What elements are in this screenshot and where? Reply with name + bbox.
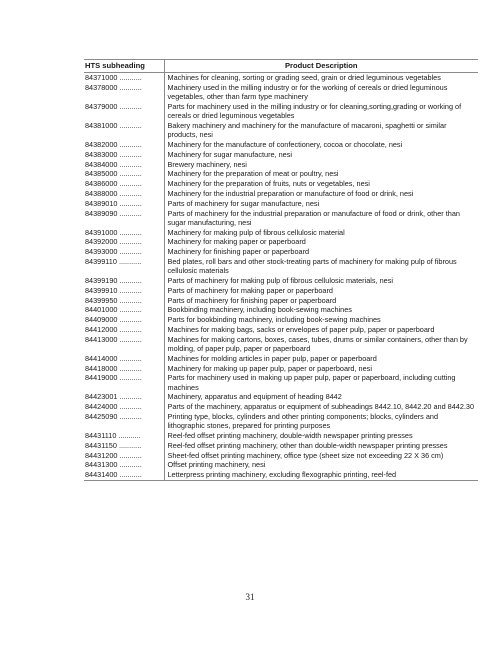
table-row	[84, 451, 478, 461]
hts-code-cell: 84392000 ...........	[85, 237, 142, 247]
hts-code-cell: 84382000 ...........	[85, 140, 142, 149]
product-description-cell: Machinery for making paper or paperboard	[164, 237, 478, 247]
hts-code-cell: 84379000 ...........	[85, 102, 142, 111]
hts-code-cell: 84418000 ...........	[85, 363, 142, 373]
hts-code-cell: 84386000 ...........	[85, 179, 142, 189]
hts-code-cell: 84381000 ...........	[85, 121, 142, 130]
product-description-cell: Machinery, apparatus and equipment of heading 8442	[164, 392, 478, 402]
page-number: 31	[245, 592, 255, 602]
product-description-cell: Machines for making bags, sacks or envelopes of paper pulp, paper or paperboard	[164, 325, 478, 335]
product-description-cell: Parts of machinery for the industrial preparation or manufacture of food or drink, other than sugar manufacturing, nesi	[164, 209, 478, 228]
product-description-cell: Parts of machinery for making paper or paperboard	[164, 286, 478, 296]
hts-code-cell: 84389010 ...........	[85, 198, 142, 208]
table-row	[84, 335, 478, 354]
product-description-cell: Parts of machinery for finishing paper or paperboard	[164, 296, 478, 306]
hts-code-cell: 84389090 ...........	[85, 208, 142, 218]
table-row	[84, 325, 478, 335]
product-description-cell: Offset printing machinery, nesi	[164, 460, 478, 470]
hts-code-cell: 84399110 ...........	[85, 256, 142, 266]
product-description-cell: Printing type, blocks, cylinders and other printing components; blocks, cylinders and lithographic stones, prepared for printing purposes	[164, 412, 478, 431]
hts-code-cell: 84371000 ...........	[85, 73, 142, 83]
hts-code-cell: 84413000 ...........	[85, 334, 142, 344]
table-row	[84, 102, 478, 121]
table-row	[84, 354, 478, 364]
table-row	[84, 257, 478, 276]
product-description-cell: Machines for cleaning, sorting or grading seed, grain or dried leguminous vegetables	[164, 73, 478, 83]
table-row	[84, 364, 478, 374]
table-row	[84, 160, 478, 170]
product-description-cell: Brewery machinery, nesi	[164, 160, 478, 170]
product-description-cell: Reel-fed offset printing machinery, other than double-width newspaper printing presses	[164, 441, 478, 451]
column-header-hts-subheading: HTS subheading	[84, 60, 164, 73]
table-row	[84, 431, 478, 441]
hts-code-cell: 84425090 ...........	[85, 411, 142, 421]
product-description-cell: Bakery machinery and machinery for the manufacture of macaroni, spaghetti or similar products, nesi	[164, 121, 478, 140]
hts-code-cell: 84423001 ...........	[85, 392, 142, 402]
table-row	[84, 140, 478, 150]
table-row	[84, 83, 478, 102]
product-description-cell: Parts for machinery used in making up paper pulp, paper or paperboard, including cutting machines	[164, 373, 478, 392]
table-row	[84, 296, 478, 306]
table-row	[84, 121, 478, 140]
hts-code-cell: 84414000 ...........	[85, 353, 142, 363]
hts-code-cell: 84385000 ...........	[85, 169, 142, 179]
hts-code-cell: 84431110 ...........	[85, 430, 141, 440]
table-row	[84, 189, 478, 199]
product-description-cell: Bed plates, roll bars and other stock-treating parts of machinery for making pulp of fibrous cellulosic materials	[164, 257, 478, 276]
product-description-cell: Parts of machinery for sugar manufacture, nesi	[164, 199, 478, 209]
hts-code-cell: 84399190 ...........	[85, 275, 142, 285]
product-description-cell: Machinery for the manufacture of confectionery, cocoa or chocolate, nesi	[164, 140, 478, 150]
hts-code-cell: 84424000 ...........	[85, 402, 142, 412]
product-description-cell: Machinery for the preparation of meat or poultry, nesi	[164, 169, 478, 179]
product-description-cell: Machinery for finishing paper or paperboard	[164, 247, 478, 257]
hts-code-cell: 84399910 ...........	[85, 285, 142, 295]
hts-table	[84, 59, 478, 481]
product-description-cell: Parts for bookbinding machinery, including book-sewing machines	[164, 315, 478, 325]
hts-code-cell: 84383000 ...........	[85, 149, 142, 159]
column-header-product-description: Product Description	[164, 60, 478, 73]
table-row	[84, 228, 478, 238]
table-row	[84, 392, 478, 402]
hts-code-cell: 84391000 ...........	[85, 227, 142, 237]
product-description-cell: Parts for machinery used in the milling industry or for cleaning,sorting,grading or working of cereals or dried leguminous vegetables	[164, 102, 478, 121]
product-description-cell: Machines for molding articles in paper pulp, paper or paperboard	[164, 354, 478, 364]
hts-code-cell: 84431200 ...........	[85, 450, 142, 460]
product-description-cell: Machinery for making pulp of fibrous cellulosic material	[164, 228, 478, 238]
table-row	[84, 73, 478, 83]
hts-code-cell: 84399950 ...........	[85, 295, 142, 305]
table-row	[84, 209, 478, 228]
product-description-cell: Sheet-fed offset printing machinery, office type (sheet size not exceeding 22 X 36 cm)	[164, 451, 478, 461]
product-description-cell: Machinery used in the milling industry or for the working of cereals or dried leguminous vegetables, other than farm type machinery	[164, 83, 478, 102]
table-header-row	[84, 60, 478, 73]
product-description-cell: Machinery for making up paper pulp, paper or paperboard, nesi	[164, 364, 478, 374]
table-row	[84, 169, 478, 179]
table-row	[84, 305, 478, 315]
product-description-cell: Machinery for the preparation of fruits, nuts or vegetables, nesi	[164, 179, 478, 189]
table-row	[84, 373, 478, 392]
table-row	[84, 441, 478, 451]
table-row	[84, 150, 478, 160]
product-description-cell: Letterpress printing machinery, excluding flexographic printing, reel-fed	[164, 470, 478, 480]
table-row	[84, 247, 478, 257]
product-description-cell: Reel-fed offset printing machinery, double-width newspaper printing presses	[164, 431, 478, 441]
table-row	[84, 179, 478, 189]
hts-code-cell: 84401000 ...........	[85, 305, 142, 315]
hts-code-cell: 84409000 ...........	[85, 315, 142, 325]
hts-code-cell: 84431150 ...........	[85, 440, 142, 450]
hts-code-cell: 84431300 ...........	[85, 460, 142, 470]
table-row	[84, 199, 478, 209]
product-description-cell: Parts of machinery for making pulp of fibrous cellulosic materials, nesi	[164, 276, 478, 286]
table-body	[84, 73, 478, 481]
table-row	[84, 276, 478, 286]
table-row	[84, 402, 478, 412]
table-row	[84, 286, 478, 296]
product-description-cell: Machines for making cartons, boxes, cases, tubes, drums or similar containers, other than by molding, of paper pulp, paper or paperboard	[164, 335, 478, 354]
hts-code-cell: 84378000 ...........	[85, 83, 142, 92]
table-row	[84, 237, 478, 247]
hts-code-cell: 84431400 ...........	[84, 470, 164, 480]
hts-code-cell: 84384000 ...........	[85, 159, 142, 169]
table-row	[84, 412, 478, 431]
product-description-cell: Machinery for the industrial preparation or manufacture of food or drink, nesi	[164, 189, 478, 199]
product-description-cell: Bookbinding machinery, including book-sewing machines	[164, 305, 478, 315]
hts-code-cell: 84388000 ...........	[85, 188, 142, 198]
hts-code-cell: 84419000 ...........	[85, 373, 142, 383]
table-row	[84, 315, 478, 325]
product-description-cell: Parts of the machinery, apparatus or equipment of subheadings 8442.10, 8442.20 and 8442.30	[164, 402, 478, 412]
table-row	[84, 470, 478, 480]
hts-code-cell: 84412000 ...........	[85, 324, 142, 334]
product-description-cell: Machinery for sugar manufacture, nesi	[164, 150, 478, 160]
table-row	[84, 460, 478, 470]
hts-code-cell: 84393000 ...........	[85, 247, 142, 257]
